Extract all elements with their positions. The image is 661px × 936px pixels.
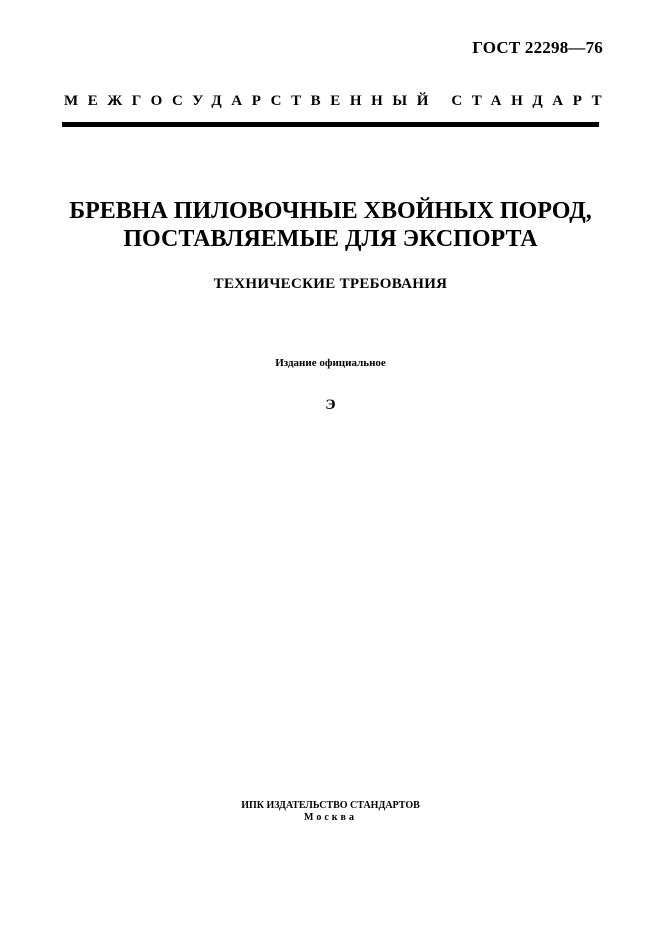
document-title [0,197,661,253]
edition-note: Издание официальное [275,357,386,369]
document-number: ГОСТ 22298—76 [472,38,603,57]
title-line-2: ПОСТАВЛЯЕМЫЕ ДЛЯ ЭКСПОРТА [123,226,538,252]
standard-type-heading: МЕЖГОСУДАРСТВЕННЫЙ СТАНДАРТ [64,93,612,109]
publisher-name: ИПК ИЗДАТЕЛЬСТВО СТАНДАРТОВ [241,800,420,811]
publisher-city: Москва [304,812,357,823]
edition-mark: Э [325,397,336,413]
title-line-1: БРЕВНА ПИЛОВОЧНЫЕ ХВОЙНЫХ ПОРОД, [69,198,592,224]
document-subtitle: ТЕХНИЧЕСКИЕ ТРЕБОВАНИЯ [213,276,448,292]
header-rule [62,122,599,127]
